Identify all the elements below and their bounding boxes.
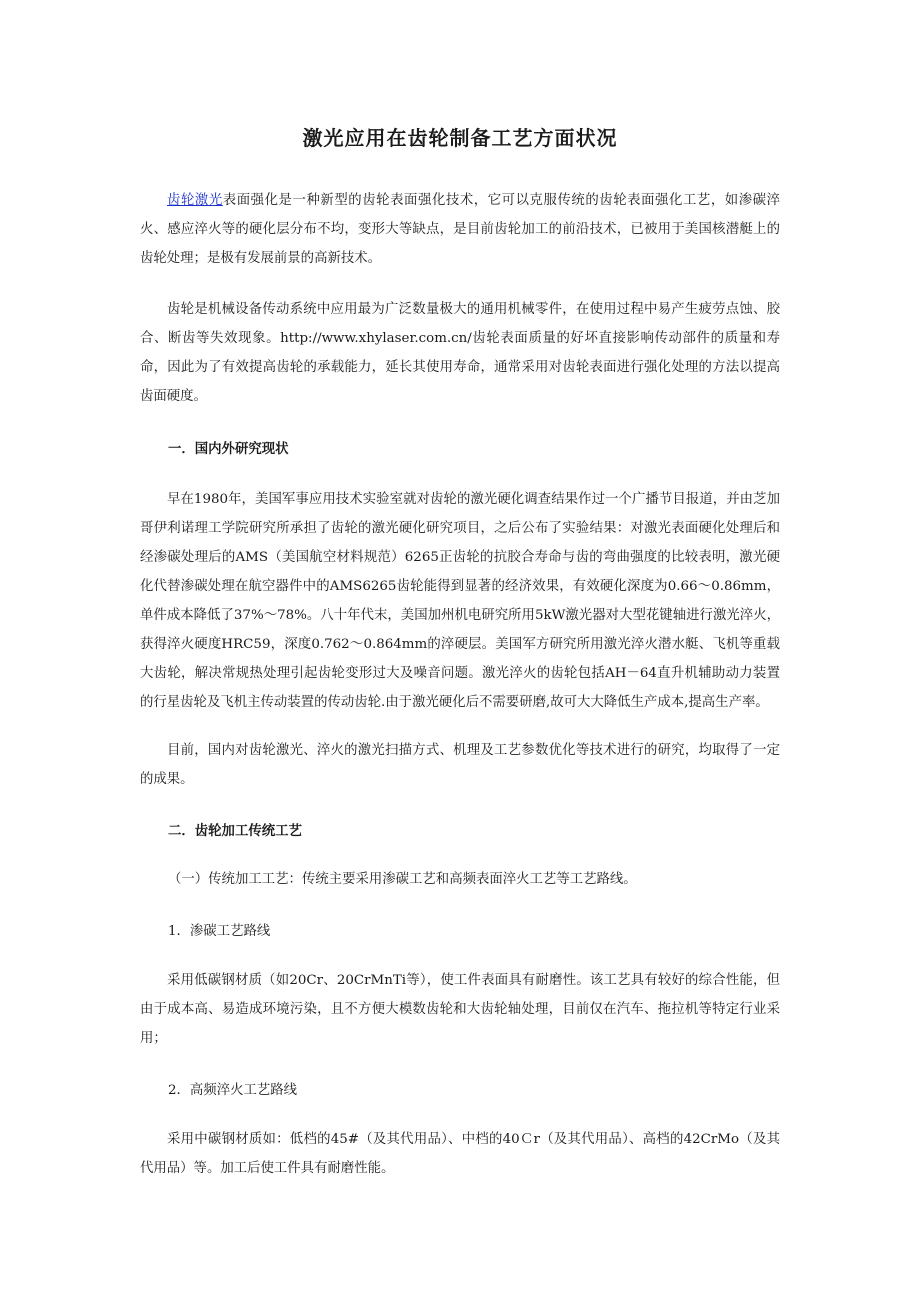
subsection-traditional-process: （一）传统加工工艺：传统主要采用渗碳工艺和高频表面淬火工艺等工艺路线。 — [168, 872, 637, 887]
paragraph-research-history: 早在1980年，美国军事应用技术实验室就对齿轮的激光硬化调查结果作过一个广播节目报道，并由芝加哥伊利诺理工学院研究所承担了齿轮的激光硬化研究项目，之后公布了实验结果：对激光表面硬化处理后和经渗碳处理后的AMS（美国航空材料规范）6265正齿轮的抗胶合寿命与齿的弯曲强度的比较表明，激光硬化代替渗碳处理在航空器件中的AMS6265齿轮能得到显著的经济效果，有效硬化深度为0.66～0.86mm，单件成本降低了37%～78%。八十年代末，美国加州机电研究所用5kW激光器对大型花键轴进行激光淬火，获得淬火硬度HRC59，深度0.762～0.864mm的淬硬层。美国军方研究所用激光淬火潜水艇、飞机等重载大齿轮，解决常规热处理引起齿轮变形过大及噪音问题。激光淬火的齿轮包括AH－64直升机辅助动力装置的行星齿轮及飞机主传动装置的传动齿轮.由于激光硬化后不需要研磨,故可大大降低生产成本,提高生产率。 — [140, 492, 780, 710]
section-heading-traditional-process: 二．齿轮加工传统工艺 — [168, 824, 302, 839]
page-title: 激光应用在齿轮制备工艺方面状况 — [302, 126, 618, 150]
item-high-frequency-title: 2．高频淬火工艺路线 — [168, 1083, 298, 1098]
section-heading-research-status: 一．国内外研究现状 — [168, 442, 289, 457]
paragraph-high-frequency: 采用中碳钢材质如：低档的45#（及其代用品）、中档的40Ｃr（及其代用品）、高档的42CrMo（及其代用品）等。加工后使工件具有耐磨性能。 — [140, 1132, 780, 1176]
gear-laser-link[interactable]: 齿轮激光 — [167, 193, 223, 208]
paragraph-gear-description: 齿轮是机械设备传动系统中应用最为广泛数量极大的通用机械零件，在使用过程中易产生疲劳点蚀、胶合、断齿等失效现象。http://www.xhylaser.com.cn/齿轮表面质量的好坏直接影响传动部件的质量和寿命，因此为了有效提高齿轮的承载能力，延长其使用寿命，通常采用对齿轮表面进行强化处理的方法以提高齿面硬度。 — [140, 302, 780, 404]
paragraph-domestic-research: 目前，国内对齿轮激光、淬火的激光扫描方式、机理及工艺参数优化等技术进行的研究，均取得了一定的成果。 — [140, 743, 780, 787]
intro-paragraph — [140, 186, 780, 273]
intro-text: 表面强化是一种新型的齿轮表面强化技术，它可以克服传统的齿轮表面强化工艺，如渗碳淬火、感应淬火等的硬化层分布不均，变形大等缺点，是目前齿轮加工的前沿技术，已被用于美国核潜艇上的齿轮处理；是极有发展前景的高新技术。 — [140, 193, 781, 266]
item-carburizing-title: 1．渗碳工艺路线 — [168, 924, 271, 939]
paragraph-carburizing: 采用低碳钢材质（如20Cr、20CrMnTi等），使工件表面具有耐磨性。该工艺具有较好的综合性能，但由于成本高、易造成环境污染，且不方便大模数齿轮和大齿轮轴处理，目前仅在汽车、拖拉机等特定行业采用； — [140, 973, 780, 1046]
